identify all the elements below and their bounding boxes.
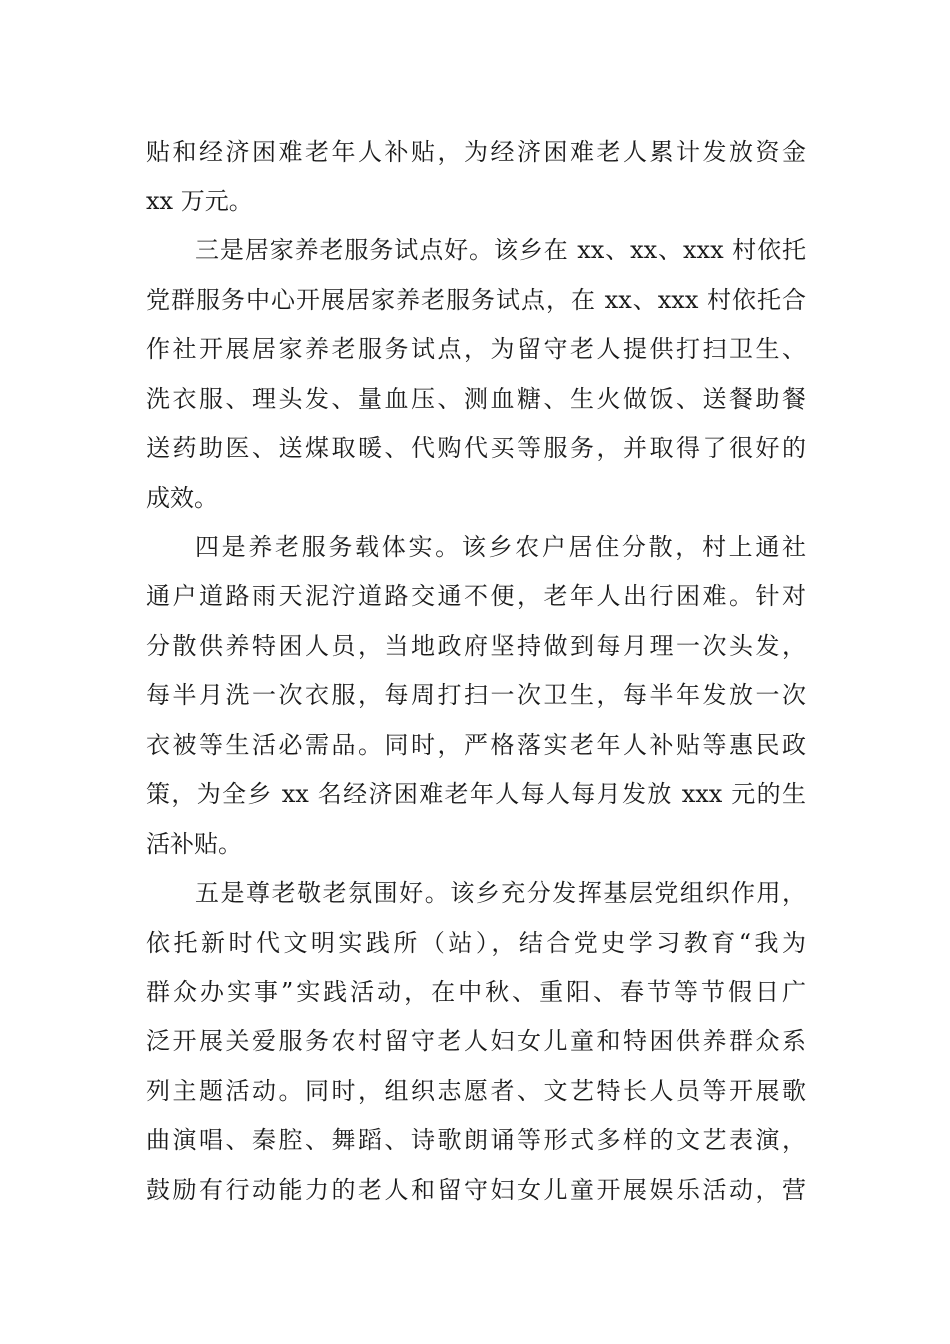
paragraph-3-start: 三是居家养老服务试点好。该乡在 xx、xx、xxx 村依托 [195, 236, 806, 264]
text-line: 贴和经济困难老年人补贴，为经济困难老人累计发放资金 [146, 138, 806, 166]
text-line: 群众办实事”实践活动，在中秋、重阳、春节等节假日广 [146, 978, 806, 1006]
text-line: 分散供养特困人员，当地政府坚持做到每月理一次头发， [146, 632, 806, 660]
paragraph-4-start: 四是养老服务载体实。该乡农户居住分散，村上通社 [195, 533, 806, 561]
text-line: 每半月洗一次衣服，每周打扫一次卫生，每半年发放一次 [146, 681, 806, 709]
text-line: 策，为全乡 xx 名经济困难老年人每人每月发放 xxx 元的生 [146, 780, 806, 808]
text-line: 通户道路雨天泥泞道路交通不便，老年人出行困难。针对 [146, 582, 806, 610]
text-line: 鼓励有行动能力的老人和留守妇女儿童开展娱乐活动，营 [146, 1176, 806, 1204]
text-line: 衣被等生活必需品。同时，严格落实老年人补贴等惠民政 [146, 731, 806, 759]
text-line: 成效。 [146, 484, 218, 512]
text-line: 党群服务中心开展居家养老服务试点，在 xx、xxx 村依托合 [146, 286, 806, 314]
text-line: 作社开展居家养老服务试点，为留守老人提供打扫卫生、 [146, 335, 806, 363]
text-line: 列主题活动。同时，组织志愿者、文艺特长人员等开展歌 [146, 1077, 806, 1105]
text-line: 送药助医、送煤取暖、代购代买等服务，并取得了很好的 [146, 434, 806, 462]
text-line: 洗衣服、理头发、量血压、测血糖、生火做饭、送餐助餐 [146, 385, 806, 413]
text-line: 曲演唱、秦腔、舞蹈、诗歌朗诵等形式多样的文艺表演， [146, 1126, 806, 1154]
text-line: 泛开展关爱服务农村留守老人妇女儿童和特困供养群众系 [146, 1027, 806, 1055]
text-line: xx 万元。 [146, 187, 253, 215]
paragraph-5-start: 五是尊老敬老氛围好。该乡充分发挥基层党组织作用， [195, 879, 806, 907]
text-line: 依托新时代文明实践所（站），结合党史学习教育“我为 [146, 929, 806, 957]
text-line: 活补贴。 [146, 830, 242, 858]
